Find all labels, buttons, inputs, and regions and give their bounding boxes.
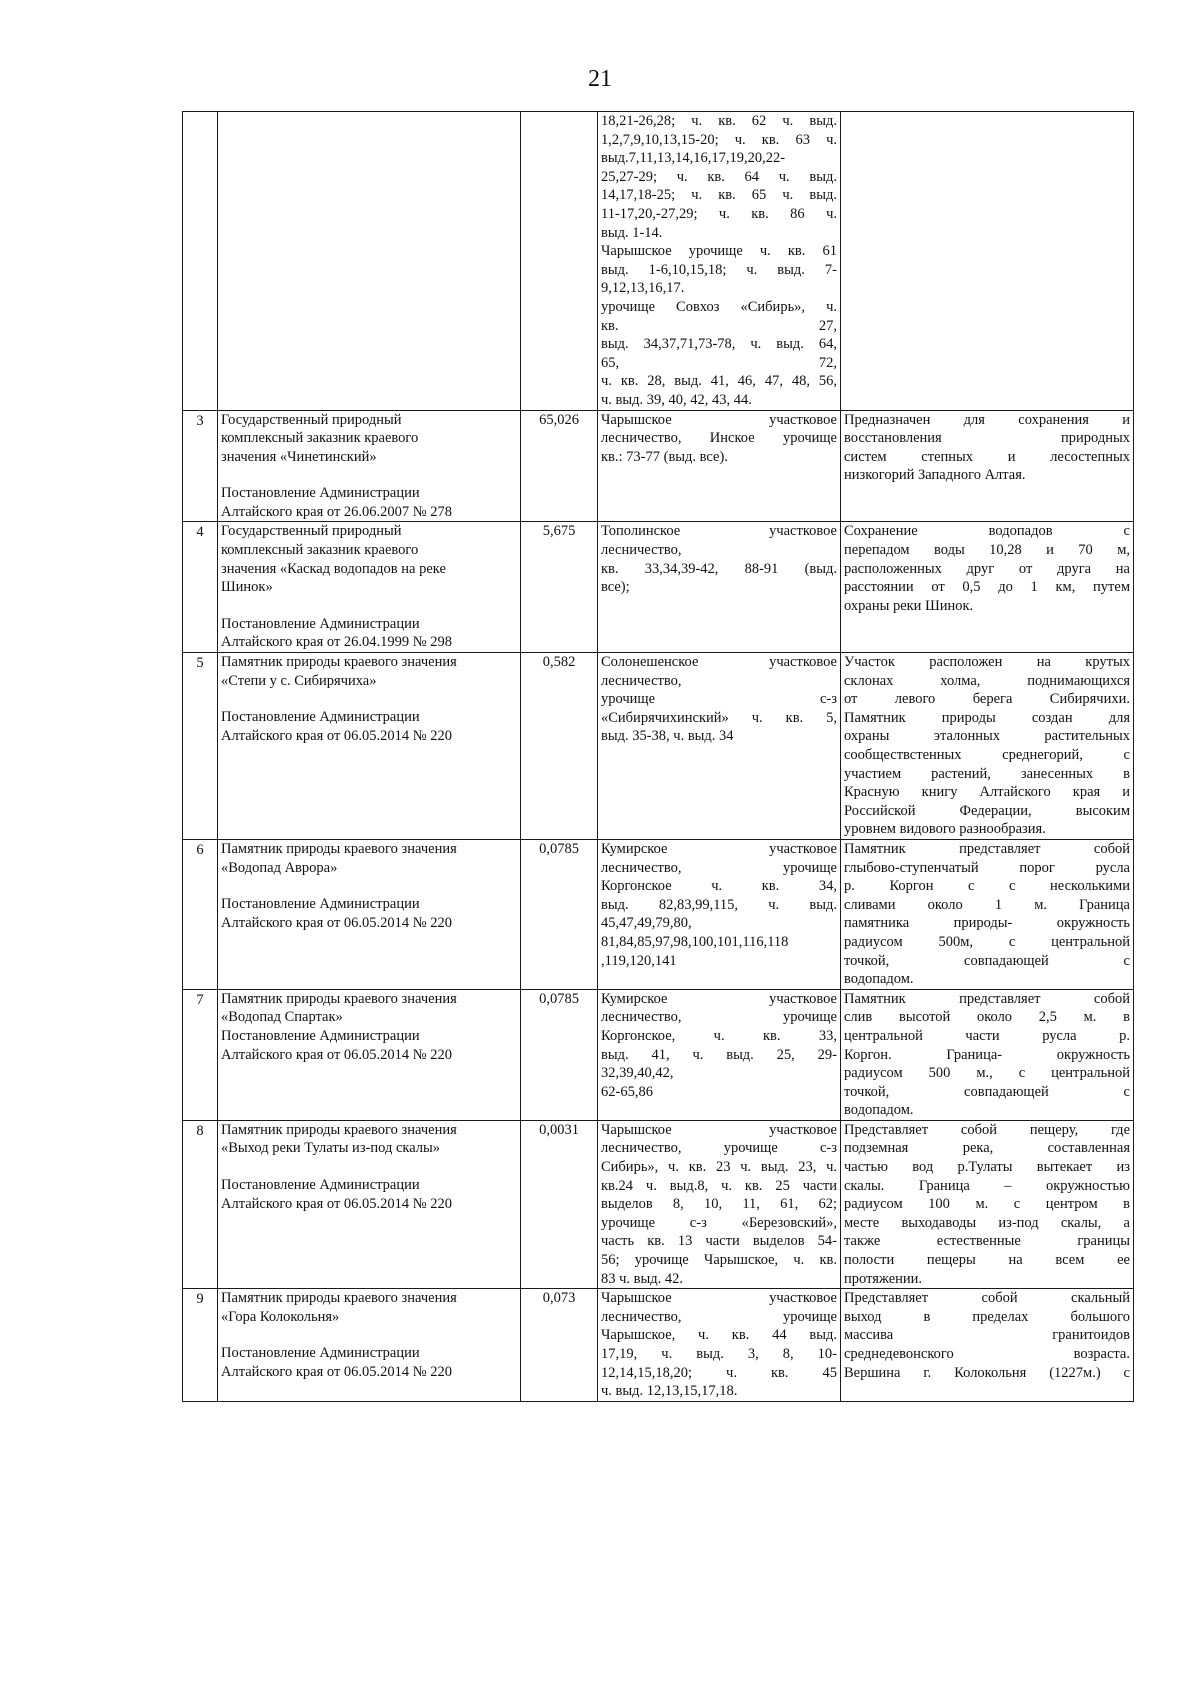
cell-text-line: выд.7,11,13,14,16,17,19,20,22-: [601, 150, 786, 167]
cell-text-line: водопадом.: [844, 1102, 914, 1119]
cell-text-line: Тополинское участковое: [601, 523, 837, 540]
table-row-continuation: [183, 112, 1134, 411]
cell-text-line: Памятник природы краевого значения: [221, 840, 457, 857]
cell-text-line: все);: [601, 579, 630, 596]
row-number-cell-value: 7: [196, 991, 204, 1008]
cell-text-line: 14,17,18-25; ч. кв. 65 ч. выд.: [601, 187, 837, 204]
cell-text-line: 17,19, ч. выд. 3, 8, 10-: [601, 1346, 837, 1362]
location-cell: [598, 410, 841, 522]
cell-text-line: Чарышское участковое: [601, 1121, 837, 1138]
cell-text-line: водопадом.: [844, 971, 914, 988]
area-cell: [521, 410, 598, 522]
cell-text-line: уровнем видового разнообразия.: [844, 821, 1046, 838]
cell-text-line: Участок расположен на крутых: [844, 654, 1130, 671]
row-number-cell-value: 9: [196, 1291, 204, 1308]
cell-text-line: Памятник природы создан для: [844, 709, 1130, 726]
nature-areas-table: [182, 111, 1134, 1402]
paragraph-gap: [218, 1326, 520, 1344]
area-cell-value: 0,582: [542, 654, 576, 671]
purpose-cell: [841, 410, 1134, 522]
cell-text-line: склонах холма, поднимающихся: [844, 672, 1130, 689]
cell-text-line: лесничество,: [601, 542, 682, 559]
cell-text-line: выд. 34,37,71,73-78, ч. выд. 64,: [601, 336, 837, 353]
table-row: [183, 410, 1134, 522]
cell-text-line: 65, 72,: [601, 354, 837, 371]
cell-text-line: точкой, совпадающей с: [844, 1083, 1130, 1100]
purpose-cell: [841, 1289, 1134, 1402]
area-cell: [521, 522, 598, 653]
cell-text-line: участием растений, занесенных в: [844, 765, 1130, 782]
location-cell: [598, 1289, 841, 1402]
cell-text-line: восстановления природных: [844, 430, 1130, 447]
cell-text-line: 11-17,20,-27,29; ч. кв. 86 ч.: [601, 205, 837, 222]
table-row: [183, 989, 1134, 1120]
table-row: [183, 1120, 1134, 1288]
cell-text-line: Алтайского края от 26.06.2007 № 278: [221, 503, 453, 520]
cell-text-line: Сохранение водопадов с: [844, 523, 1130, 540]
row-number-cell-value: 6: [196, 841, 204, 858]
cell-text-line: «Водопад Аврора»: [221, 859, 338, 876]
cell-text-line: частью вод р.Тулаты вытекает из: [844, 1159, 1130, 1176]
cell-text-line: Памятник природы краевого значения: [221, 1121, 457, 1138]
cell-text-line: «Степи у с. Сибирячиха»: [221, 672, 377, 689]
cell-text-line: урочище с-з: [601, 691, 837, 708]
name-cell: [218, 112, 521, 411]
cell-text-line: Коргонское ч. кв. 34,: [601, 878, 837, 895]
cell-text-line: памятника природы- окружность: [844, 915, 1130, 932]
area-cell: [521, 653, 598, 840]
cell-text-line: расположенных друг от друга на: [844, 560, 1130, 577]
cell-text-line: также естественные границы: [844, 1233, 1130, 1250]
cell-text-line: Солонешенское участковое: [601, 654, 837, 671]
purpose-cell: [841, 653, 1134, 840]
cell-text-line: протяжении.: [844, 1270, 923, 1287]
cell-text-line: «Водопад Спартак»: [221, 1009, 343, 1026]
cell-text-line: охраны реки Шинок.: [844, 597, 974, 614]
cell-text-line: Постановление Администрации: [221, 485, 420, 502]
cell-text-line: Памятник природы краевого значения: [221, 990, 457, 1007]
cell-text-line: лесничество, урочище: [601, 859, 837, 876]
cell-text-line: Алтайского края от 06.05.2014 № 220: [221, 727, 453, 744]
cell-text-line: подземная река, составленная: [844, 1140, 1130, 1157]
cell-text-line: выд. 82,83,99,115, ч. выд.: [601, 896, 837, 913]
cell-text-line: Кумирское участковое: [601, 840, 837, 857]
cell-text-line: охраны эталонных растительных: [844, 728, 1130, 745]
cell-text-line: выд. 35-38, ч. выд. 34: [601, 728, 734, 745]
cell-text-line: Постановление Администрации: [221, 1345, 420, 1362]
cell-text-line: кв. 33,34,39-42, 88-91 (выд.: [601, 560, 837, 577]
location-cell: [598, 989, 841, 1120]
purpose-cell: [841, 839, 1134, 989]
cell-text-line: Российской Федерации, высоким: [844, 802, 1130, 819]
purpose-cell: [841, 989, 1134, 1120]
row-number-cell-value: 3: [196, 412, 204, 429]
name-cell: [218, 989, 521, 1120]
cell-text-line: Постановление Администрации: [221, 615, 420, 632]
cell-text-line: перепадом воды 10,28 и 70 м,: [844, 542, 1130, 559]
paragraph-gap: [218, 690, 520, 708]
cell-text-line: 12,14,15,18,20; ч. кв. 45: [601, 1364, 837, 1381]
cell-text-line: скалы. Граница – окружностью: [844, 1177, 1130, 1194]
cell-text-line: радиусом 500 м., с центральной: [844, 1065, 1130, 1082]
cell-text-line: центральной части русла р.: [844, 1027, 1130, 1044]
cell-text-line: от левого берега Сибирячихи.: [844, 691, 1130, 708]
area-cell: [521, 112, 598, 411]
name-cell: [218, 653, 521, 840]
cell-text-line: лесничество,: [601, 672, 682, 689]
row-number-cell: [183, 653, 218, 840]
cell-text-line: Кумирское участковое: [601, 990, 837, 1007]
paragraph-gap: [218, 1158, 520, 1176]
cell-text-line: лесничество, Инское урочище: [601, 430, 837, 447]
row-number-cell: [183, 410, 218, 522]
cell-text-line: Чарышское, ч. кв. 44 выд.: [601, 1327, 837, 1344]
cell-text-line: Вершина г. Колокольня (1227м.) с: [844, 1364, 1130, 1381]
name-cell: [218, 1120, 521, 1288]
row-number-cell: [183, 839, 218, 989]
cell-text-line: Алтайского края от 06.05.2014 № 220: [221, 914, 453, 931]
cell-text-line: Постановление Администрации: [221, 1177, 420, 1194]
purpose-cell: [841, 522, 1134, 653]
cell-text-line: значения «Чинетинский»: [221, 448, 377, 465]
table-row: [183, 1289, 1134, 1402]
cell-text-line: 32,39,40,42,: [601, 1065, 674, 1082]
cell-text-line: Представляет собой скальный: [844, 1290, 1130, 1307]
cell-text-line: расстоянии от 0,5 до 1 км, путем: [844, 579, 1130, 596]
row-number-cell: [183, 1289, 218, 1402]
cell-text-line: урочище с-з «Березовский»,: [601, 1214, 837, 1231]
cell-text-line: Алтайского края от 26.04.1999 № 298: [221, 634, 453, 651]
cell-text-line: 83 ч. выд. 42.: [601, 1270, 684, 1287]
cell-text-line: Алтайского края от 06.05.2014 № 220: [221, 1195, 453, 1212]
cell-text-line: среднедевонского возраста.: [844, 1346, 1130, 1362]
name-cell: [218, 839, 521, 989]
cell-text-line: низкогорий Западного Алтая.: [844, 467, 1026, 484]
cell-text-line: кв. 27,: [601, 317, 837, 334]
cell-text-line: Государственный природный: [221, 523, 402, 540]
name-cell: [218, 410, 521, 522]
row-number-cell-value: 5: [196, 655, 204, 672]
cell-text-line: Шинок»: [221, 579, 273, 596]
cell-text-line: 18,21-26,28; ч. кв. 62 ч. выд.: [601, 113, 837, 129]
cell-text-line: «Сибирячихинский» ч. кв. 5,: [601, 709, 837, 726]
cell-text-line: Государственный природный: [221, 411, 402, 428]
cell-text-line: 1,2,7,9,10,13,15-20; ч. кв. 63 ч.: [601, 131, 837, 148]
cell-text-line: массива гранитоидов: [844, 1327, 1130, 1344]
cell-text-line: выделов 8, 10, 11, 61, 62;: [601, 1196, 837, 1213]
row-number-cell: [183, 989, 218, 1120]
cell-text-line: выд. 1-6,10,15,18; ч. выд. 7-: [601, 261, 837, 278]
location-cell: [598, 112, 841, 411]
cell-text-line: Чарышское участковое: [601, 1290, 837, 1307]
cell-text-line: слив высотой около 2,5 м. в: [844, 1009, 1130, 1026]
purpose-cell: [841, 1120, 1134, 1288]
location-cell: [598, 1120, 841, 1288]
area-cell-value: 0,073: [542, 1290, 576, 1307]
cell-text-line: урочище Совхоз «Сибирь», ч.: [601, 298, 837, 315]
cell-text-line: «Гора Колокольня»: [221, 1308, 340, 1325]
purpose-cell: [841, 112, 1134, 411]
cell-text-line: кв.: 73-77 (выд. все).: [601, 448, 728, 465]
location-cell: [598, 839, 841, 989]
cell-text-line: Коргонское, ч. кв. 33,: [601, 1027, 837, 1044]
cell-text-line: кв.24 ч. выд.8, ч. кв. 25 части: [601, 1177, 837, 1194]
table-row: [183, 522, 1134, 653]
paragraph-gap: [218, 466, 520, 484]
cell-text-line: «Выход реки Тулаты из-под скалы»: [221, 1140, 441, 1157]
row-number-cell: [183, 112, 218, 411]
name-cell: [218, 522, 521, 653]
cell-text-line: значения «Каскад водопадов на реке: [221, 560, 446, 577]
table-row: [183, 653, 1134, 840]
cell-text-line: 25,27-29; ч. кв. 64 ч. выд.: [601, 168, 837, 185]
cell-text-line: 62-65,86: [601, 1083, 653, 1100]
location-cell: [598, 522, 841, 653]
cell-text-line: Коргон. Граница- окружность: [844, 1046, 1130, 1063]
area-cell-value: 0,0785: [539, 990, 579, 1007]
cell-text-line: выход в пределах большого: [844, 1308, 1130, 1325]
table-row: [183, 839, 1134, 989]
cell-text-line: р. Коргон с с несколькими: [844, 878, 1130, 895]
cell-text-line: месте выходаводы из-под скалы, а: [844, 1214, 1130, 1231]
cell-text-line: 9,12,13,16,17.: [601, 280, 685, 297]
cell-text-line: систем степных и лесостепных: [844, 448, 1130, 465]
area-cell: [521, 1289, 598, 1402]
paragraph-gap: [218, 597, 520, 615]
cell-text-line: сливами около 1 м. Граница: [844, 896, 1130, 913]
row-number-cell: [183, 1120, 218, 1288]
area-cell-value: 0,0785: [539, 840, 579, 857]
page-number: 21: [588, 66, 612, 92]
cell-text-line: комплексный заказник краевого: [221, 430, 419, 447]
cell-text-line: радиусом 100 м. с центром в: [844, 1196, 1130, 1213]
table-body: [183, 112, 1134, 1402]
cell-text-line: ,119,120,141: [601, 952, 677, 969]
cell-text-line: радиусом 500м, с центральной: [844, 933, 1130, 950]
row-number-cell-value: 4: [196, 524, 204, 541]
cell-text-line: ч. кв. 28, выд. 41, 46, 47, 48, 56,: [601, 373, 837, 390]
row-number-cell-value: 8: [196, 1122, 204, 1139]
area-cell: [521, 839, 598, 989]
row-number-cell: [183, 522, 218, 653]
area-cell-value: 0,0031: [539, 1121, 579, 1138]
cell-text-line: Алтайского края от 06.05.2014 № 220: [221, 1046, 453, 1063]
area-cell-value: 5,675: [542, 523, 576, 540]
cell-text-line: Памятник природы краевого значения: [221, 654, 457, 671]
cell-text-line: комплексный заказник краевого: [221, 542, 419, 559]
cell-text-line: Красную книгу Алтайского края и: [844, 784, 1130, 801]
cell-text-line: Предназначен для сохранения и: [844, 411, 1130, 428]
cell-text-line: 81,84,85,97,98,100,101,116,118: [601, 933, 789, 950]
cell-text-line: ч. выд. 12,13,15,17,18.: [601, 1383, 738, 1400]
paragraph-gap: [218, 877, 520, 895]
cell-text-line: полости пещеры на всем ее: [844, 1252, 1130, 1269]
cell-text-line: часть кв. 13 части выделов 54-: [601, 1233, 837, 1250]
name-cell: [218, 1289, 521, 1402]
cell-text-line: выд. 41, ч. выд. 25, 29-: [601, 1046, 837, 1063]
cell-text-line: глыбово-ступенчатый порог русла: [844, 859, 1130, 876]
cell-text-line: Памятник представляет собой: [844, 990, 1130, 1007]
cell-text-line: Чарышское урочище ч. кв. 61: [601, 243, 837, 260]
cell-text-line: Памятник природы краевого значения: [221, 1290, 457, 1307]
cell-text-line: Чарышское участковое: [601, 411, 837, 428]
area-cell-value: 65,026: [539, 411, 579, 428]
cell-text-line: лесничество, урочище с-з: [601, 1140, 837, 1157]
cell-text-line: 45,47,49,79,80,: [601, 915, 692, 932]
area-cell: [521, 989, 598, 1120]
cell-text-line: лесничество, урочище: [601, 1308, 837, 1325]
cell-text-line: сообществстенных среднегорий, с: [844, 747, 1130, 763]
cell-text-line: Представляет собой пещеру, где: [844, 1121, 1130, 1138]
cell-text-line: Памятник представляет собой: [844, 840, 1130, 857]
location-cell: [598, 653, 841, 840]
cell-text-line: выд. 1-14.: [601, 224, 663, 241]
cell-text-line: Постановление Администрации: [221, 1027, 420, 1044]
cell-text-line: точкой, совпадающей с: [844, 952, 1130, 969]
cell-text-line: Постановление Администрации: [221, 896, 420, 913]
cell-text-line: 56; урочище Чарышское, ч. кв.: [601, 1252, 837, 1269]
cell-text-line: ч. выд. 39, 40, 42, 43, 44.: [601, 391, 752, 408]
cell-text-line: Сибирь», ч. кв. 23 ч. выд. 23, ч.: [601, 1159, 837, 1176]
cell-text-line: лесничество, урочище: [601, 1009, 837, 1026]
area-cell: [521, 1120, 598, 1288]
cell-text-line: Постановление Администрации: [221, 709, 420, 726]
cell-text-line: Алтайского края от 06.05.2014 № 220: [221, 1364, 453, 1380]
